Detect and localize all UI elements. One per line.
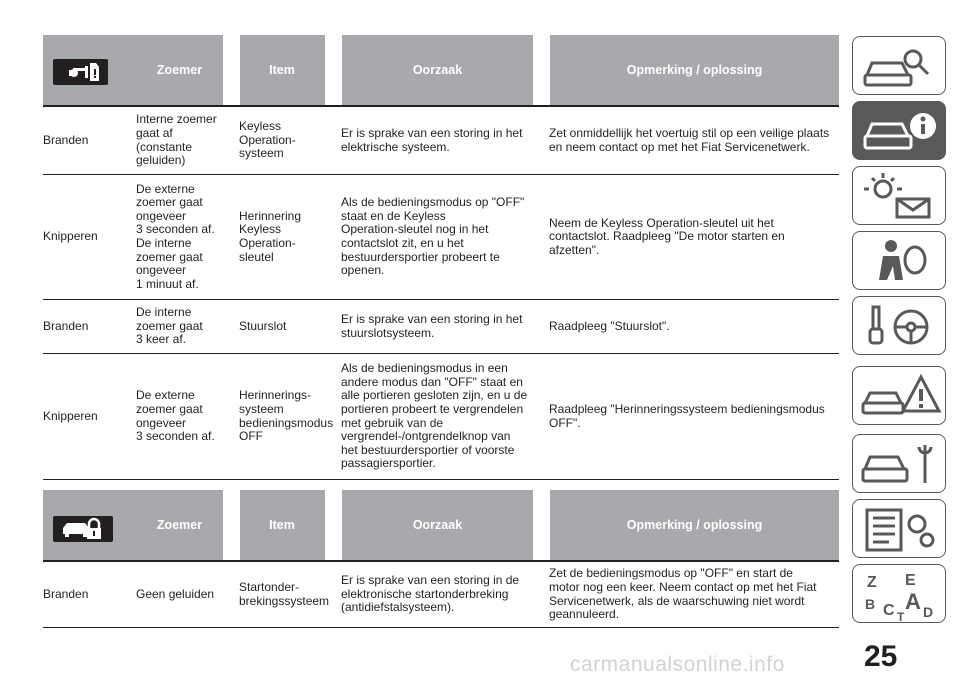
specifications-gear-icon [853, 500, 947, 559]
cell-item: Keyless Operation- systeem [239, 119, 296, 161]
table-row [43, 107, 839, 175]
tab-car-search[interactable] [852, 36, 946, 95]
table-header [43, 490, 839, 562]
header-separator [533, 490, 550, 560]
table-row [43, 300, 839, 354]
svg-text:Z: Z [867, 574, 877, 591]
alphabet-index-icon [853, 565, 947, 624]
cell-oorzaak: Er is sprake van een storing in de elektronische startonderbreking (antidiefstalsysteem). [341, 573, 520, 615]
table-row [43, 562, 839, 628]
tab-car-info[interactable] [852, 101, 946, 160]
cell-opmerking: Neem de Keyless Operation-sleutel uit het contactslot. Raadpleeg "De motor starten en afzetten". [549, 215, 785, 257]
car-lock-icon [53, 516, 113, 542]
lock-badge [53, 516, 113, 542]
cell-opmerking: Raadpleeg "Herinneringssysteem bedieningsmodus OFF". [549, 401, 825, 430]
tab-emergency[interactable] [852, 366, 946, 425]
warning-light-envelope-icon [853, 167, 947, 226]
cell-opmerking: Raadpleeg "Stuurslot". [549, 318, 670, 333]
cell-item: Startonder- brekingssysteem [239, 579, 330, 608]
header-opmerking: Opmerking / oplossing [626, 63, 763, 77]
cell-opmerking: Zet de bedieningsmodus op "OFF" en start de motor nog een keer. Neem contact op met het Fiat Servicenetwerk, als de waarschuwing niet wordt geannuleerd. [549, 566, 817, 622]
header-item: Item [269, 63, 295, 77]
header-zoemer: Zoemer [156, 63, 203, 77]
car-wrench-icon [853, 435, 947, 494]
cell-item: Stuurslot [239, 318, 287, 333]
cell-oorzaak: Als de bedieningsmodus op "OFF" staat en de Keyless Operation-sleutel nog in het contactslot zit, en u het bestuurdersportier probeert te openen. [341, 195, 525, 278]
header-opmerking: Opmerking / oplossing [626, 518, 763, 532]
header-separator [325, 490, 342, 560]
watermark: carmanualsonline.info [570, 653, 785, 676]
cell-item: Herinnerings- systeem bedieningsmodus OFF [239, 388, 334, 444]
header-separator [325, 35, 342, 105]
seatbelt-airbag-icon [853, 232, 947, 291]
tab-index[interactable] [852, 564, 946, 623]
header-oorzaak: Oorzaak [412, 518, 463, 532]
cell-zoemer: Knipperen [43, 408, 98, 423]
cell-oorzaak: Er is sprake van een storing in het elektrische systeem. [341, 125, 523, 154]
cell-oorzaak: Er is sprake van een storing in het stuurslotsysteem. [341, 311, 523, 340]
tab-maintenance[interactable] [852, 434, 946, 493]
table-row [43, 175, 839, 300]
page-number: 25 [864, 640, 898, 673]
cell-zoemer: Branden [43, 586, 89, 601]
tab-technical-data[interactable] [852, 499, 946, 558]
header-separator [533, 35, 550, 105]
cell-geluid: De externe zoemer gaat ongeveer 3 seconden af. [136, 388, 215, 444]
table-header [43, 35, 839, 107]
car-search-icon [853, 37, 947, 96]
key-door-icon [53, 59, 108, 85]
svg-text:A: A [905, 589, 921, 614]
car-info-icon [853, 102, 947, 161]
header-item: Item [269, 518, 295, 532]
cell-geluid: Interne zoemer gaat af (constante geluiden) [136, 112, 217, 168]
svg-text:E: E [905, 572, 916, 589]
header-separator [223, 35, 240, 105]
cell-zoemer: Branden [43, 318, 89, 333]
cell-opmerking: Zet onmiddellijk het voertuig stil op een veilige plaats en neem contact op met het Fiat Servicenetwerk. [549, 125, 830, 154]
tab-starting-driving[interactable] [852, 296, 946, 355]
svg-text:T: T [897, 610, 905, 624]
svg-text:C: C [883, 602, 895, 619]
header-oorzaak: Oorzaak [412, 63, 463, 77]
header-separator [223, 490, 240, 560]
svg-text:B: B [865, 596, 876, 612]
cell-geluid: Geen geluiden [136, 586, 215, 601]
cell-zoemer: Branden [43, 132, 89, 147]
key-steering-wheel-icon [853, 297, 947, 356]
cell-oorzaak: Als de bedieningsmodus in een andere modus dan "OFF" staat en alle portieren gesloten zijn, en u de portieren probeert te vergrendelen met gebruik van de vergrendel-/ontgrendelknop van het bestuurdersportier of voorste passagiersportier. [341, 361, 528, 471]
car-crash-warning-icon [853, 367, 947, 426]
tab-safety[interactable] [852, 231, 946, 290]
svg-text:D: D [923, 604, 934, 620]
table-row [43, 354, 839, 480]
cell-geluid: De externe zoemer gaat ongeveer 3 seconden af. De interne zoemer gaat ongeveer 1 minuut af. [136, 181, 215, 291]
key-door-badge [53, 59, 108, 85]
cell-geluid: De interne zoemer gaat 3 keer af. [136, 305, 203, 347]
header-zoemer: Zoemer [156, 518, 203, 532]
cell-zoemer: Knipperen [43, 229, 98, 244]
cell-item: Herinnering Keyless Operation- sleutel [239, 208, 302, 264]
tab-warning-lights[interactable] [852, 166, 946, 225]
